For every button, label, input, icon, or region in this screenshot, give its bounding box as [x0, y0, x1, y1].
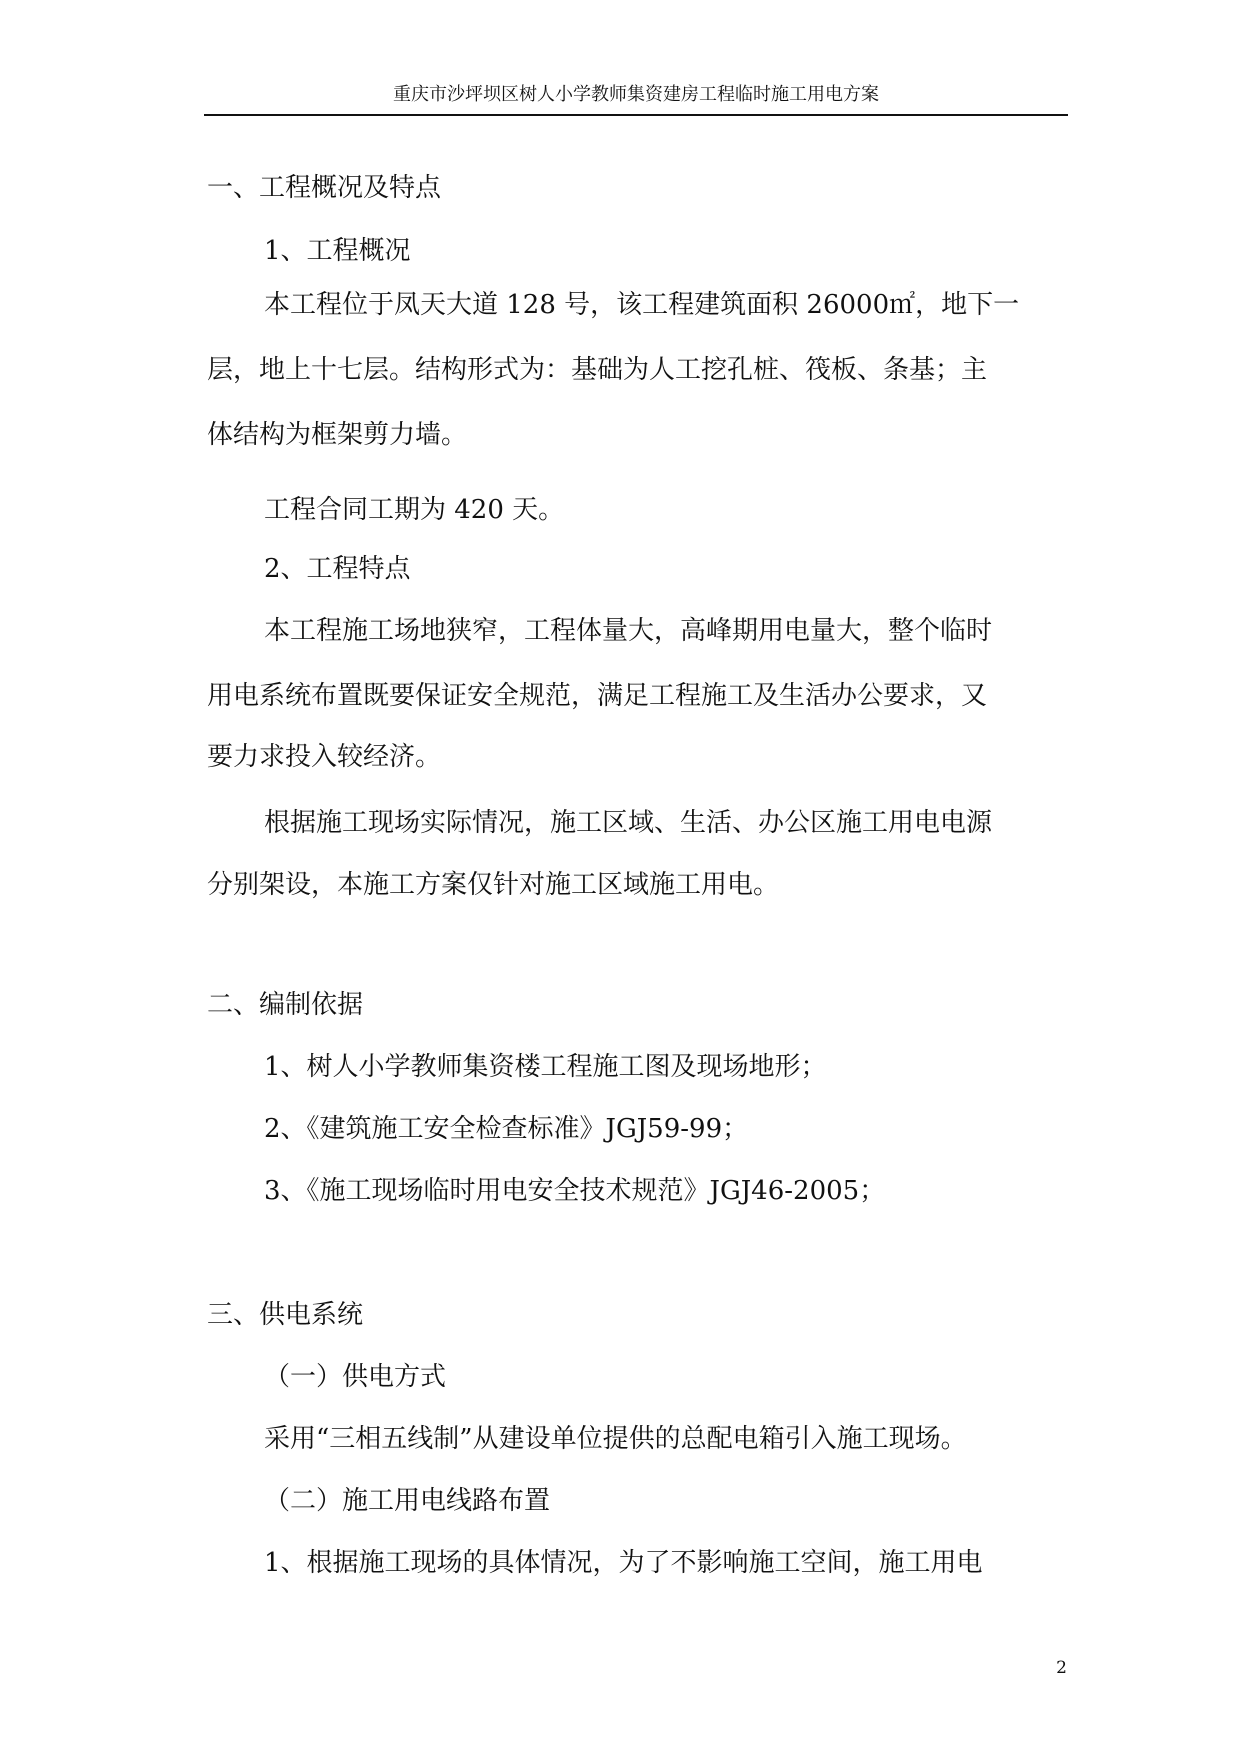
- section-heading: 二、编制依据: [207, 990, 364, 1020]
- list-item: 3、《施工现场临时用电安全技术规范》JGJ46-2005；: [264, 1176, 886, 1206]
- list-item: 2、《建筑施工安全检查标准》JGJ59-99；: [264, 1114, 749, 1144]
- page-number: 2: [1056, 1658, 1067, 1678]
- page-header-title: 重庆市沙坪坝区树人小学教师集资建房工程临时施工用电方案: [393, 84, 879, 105]
- list-item: 1、树人小学教师集资楼工程施工图及现场地形；: [264, 1052, 827, 1082]
- subsection-heading: 2、工程特点: [264, 554, 411, 584]
- paragraph-line: 体结构为框架剪力墙。: [207, 420, 468, 450]
- paragraph-line: 1、根据施工现场的具体情况，为了不影响施工空间，施工用电: [264, 1548, 983, 1578]
- header-rule: [204, 114, 1068, 116]
- subsection-heading: （二）施工用电线路布置: [264, 1486, 551, 1516]
- paragraph-line: 根据施工现场实际情况，施工区域、生活、办公区施工用电电源: [264, 808, 993, 838]
- section-heading: 三、供电系统: [207, 1300, 364, 1330]
- subsection-heading: 1、工程概况: [264, 236, 411, 266]
- paragraph-line: 要力求投入较经济。: [207, 742, 442, 772]
- paragraph-line: 层，地上十七层。结构形式为：基础为人工挖孔桩、筏板、条基；主: [207, 355, 988, 385]
- paragraph-line: 用电系统布置既要保证安全规范，满足工程施工及生活办公要求，又: [207, 681, 988, 711]
- paragraph-line: 本工程施工场地狭窄，工程体量大，高峰期用电量大，整个临时: [264, 616, 993, 646]
- paragraph-line: 工程合同工期为 420 天。: [264, 495, 565, 525]
- paragraph-line: 采用“三相五线制”从建设单位提供的总配电箱引入施工现场。: [264, 1424, 967, 1454]
- paragraph-line: 本工程位于凤天大道 128 号，该工程建筑面积 26000㎡，地下一: [264, 290, 1020, 320]
- paragraph-line: 分别架设，本施工方案仅针对施工区域施工用电。: [207, 870, 780, 900]
- section-heading: 一、工程概况及特点: [207, 173, 442, 203]
- subsection-heading: （一）供电方式: [264, 1362, 447, 1392]
